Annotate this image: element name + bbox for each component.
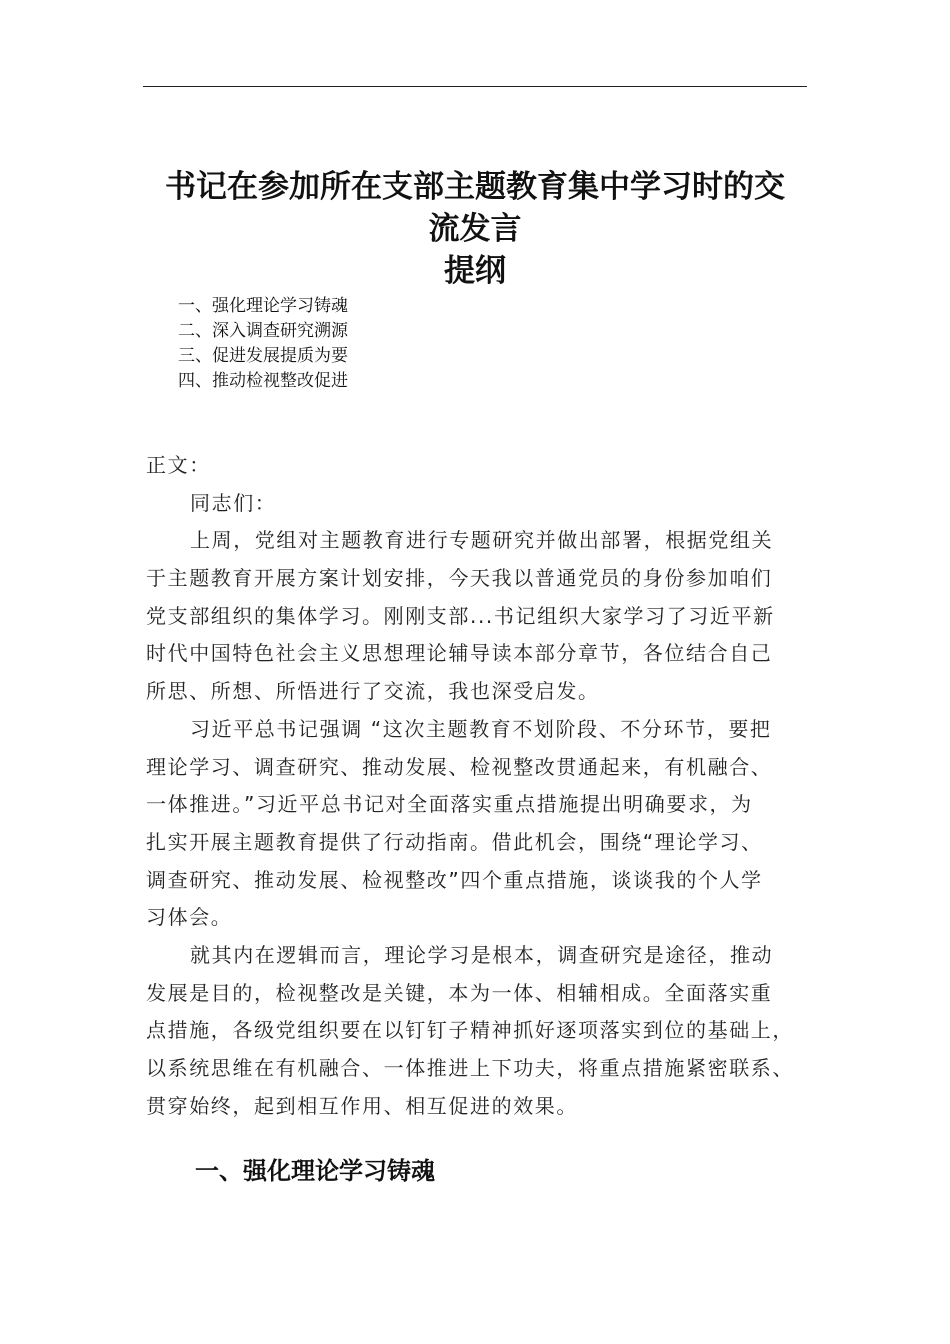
paragraph-2-line: 理论学习、调查研究、推动发展、检视整改贯通起来，有机融合、 (146, 754, 773, 779)
paragraph-1-line: 于主题教育开展方案计划安排，今天我以普通党员的身份参加咱们 (146, 566, 773, 591)
title-line-3: 提纲 (444, 253, 506, 289)
header-rule (143, 86, 807, 87)
outline-list (178, 294, 348, 394)
paragraph-1-line: 党支部组织的集体学习。刚刚支部...书记组织大家学习了习近平新 (146, 603, 775, 628)
outline-item: 三、促进发展提质为要 (178, 346, 348, 366)
paragraph-2-line: 习体会。 (146, 905, 233, 930)
paragraph-3-line: 发展是目的，检视整改是关键，本为一体、相辅相成。全面落实重 (146, 980, 773, 1005)
outline-item: 四、推动检视整改促进 (178, 371, 348, 391)
paragraph-1-line: 所思、所想、所悟进行了交流，我也深受启发。 (146, 679, 600, 704)
paragraph-3-line: 贯穿始终，起到相互作用、相互促进的效果。 (146, 1093, 578, 1118)
section-heading: 一、强化理论学习铸魂 (195, 1157, 435, 1185)
paragraph-2-line: 习近平总书记强调 “这次主题教育不划阶段、不分环节，要把 (190, 716, 772, 741)
paragraph-2-line: 调查研究、推动发展、检视整改”四个重点措施，谈谈我的个人学 (146, 867, 763, 892)
title-line-1: 书记在参加所在支部主题教育集中学习时的交 (165, 169, 785, 205)
outline-item: 一、强化理论学习铸魂 (178, 296, 348, 316)
salutation: 同志们： (190, 490, 277, 515)
paragraph-2-line: 一体推进。”习近平总书记对全面落实重点措施提出明确要求，为 (146, 792, 753, 817)
paragraph-2-line: 扎实开展主题教育提供了行动指南。借此机会，围绕“理论学习、 (146, 829, 763, 854)
paragraph-1-line: 时代中国特色社会主义思想理论辅导读本部分章节，各位结合自己 (146, 641, 773, 666)
outline-item: 二、深入调查研究溯源 (178, 321, 348, 341)
paragraph-3-line: 点措施，各级党组织要在以钉钉子精神抓好逐项落实到位的基础上， (146, 1018, 794, 1043)
title-line-2: 流发言 (428, 211, 522, 247)
body-text (146, 447, 806, 1125)
paragraph-3-line: 就其内在逻辑而言，理论学习是根本，调查研究是途径，推动 (190, 942, 774, 967)
paragraph-1-line: 上周，党组对主题教育进行专题研究并做出部署，根据党组关 (190, 528, 774, 553)
paragraph-3-line: 以系统思维在有机融合、一体推进上下功夫，将重点措施紧密联系、 (146, 1056, 794, 1080)
body-label: 正文： (146, 453, 211, 477)
document-title (143, 166, 807, 292)
